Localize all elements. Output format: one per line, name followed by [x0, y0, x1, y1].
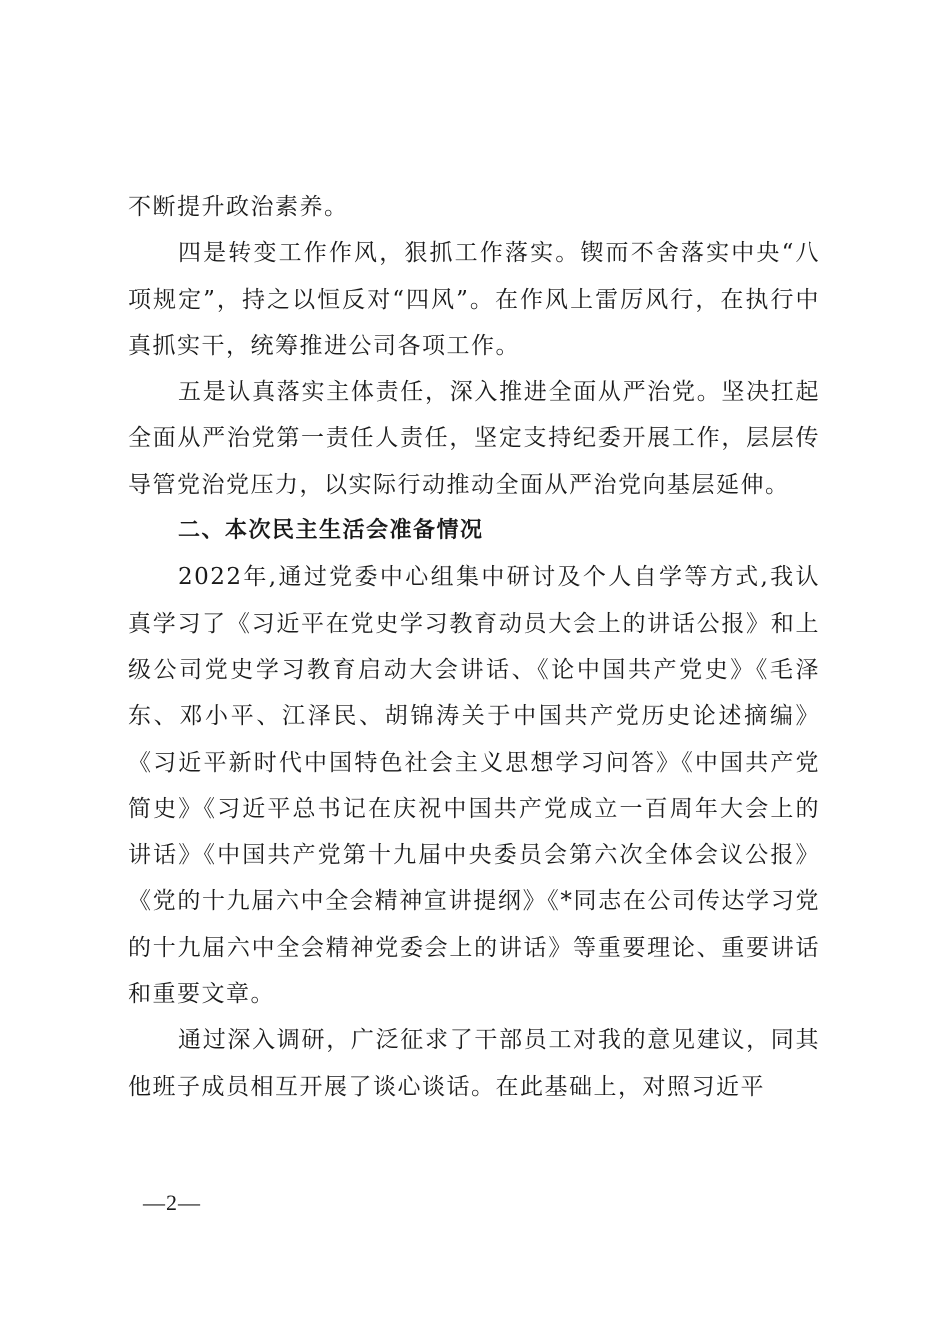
- document-body: [128, 184, 820, 1110]
- paragraph-study-materials: 2022年,通过党委中心组集中研讨及个人自学等方式,我认真学习了《习近平在党史学习教育动员大会上的讲话公报》和上级公司党史学习教育启动大会讲话、《论中国共产党史》《毛泽东、邓小平、江泽民、胡锦涛关于中国共产党历史论述摘编》《习近平新时代中国特色社会主义思想学习问答》《中国共产党简史》《习近平总书记在庆祝中国共产党成立一百周年大会上的讲话》《中国共产党第十九届中央委员会第六次全体会议公报》《党的十九届六中全会精神宣讲提纲》《*同志在公司传达学习党的十九届六中全会精神党委会上的讲话》等重要理论、重要讲话和重要文章。: [128, 564, 820, 1008]
- paragraph-work-style: 四是转变工作作风，狠抓工作落实。锲而不舍落实中央“八项规定”，持之以恒反对“四风”。在作风上雷厉风行，在执行中真抓实干，统筹推进公司各项工作。: [128, 240, 820, 359]
- section-heading: 二、本次民主生活会准备情况: [178, 518, 484, 544]
- page-number: —2—: [143, 1190, 201, 1215]
- paragraph-continuation: 不断提升政治素养。: [128, 194, 349, 220]
- paragraph-research: 通过深入调研，广泛征求了干部员工对我的意见建议，同其他班子成员相互开展了谈心谈话。在此基础上，对照习近平: [128, 1027, 820, 1100]
- paragraph-main-responsibility: 五是认真落实主体责任，深入推进全面从严治党。坚决扛起全面从严治党第一责任人责任，坚定支持纪委开展工作，层层传导管党治党压力，以实际行动推动全面从严治党向基层延伸。: [128, 379, 820, 498]
